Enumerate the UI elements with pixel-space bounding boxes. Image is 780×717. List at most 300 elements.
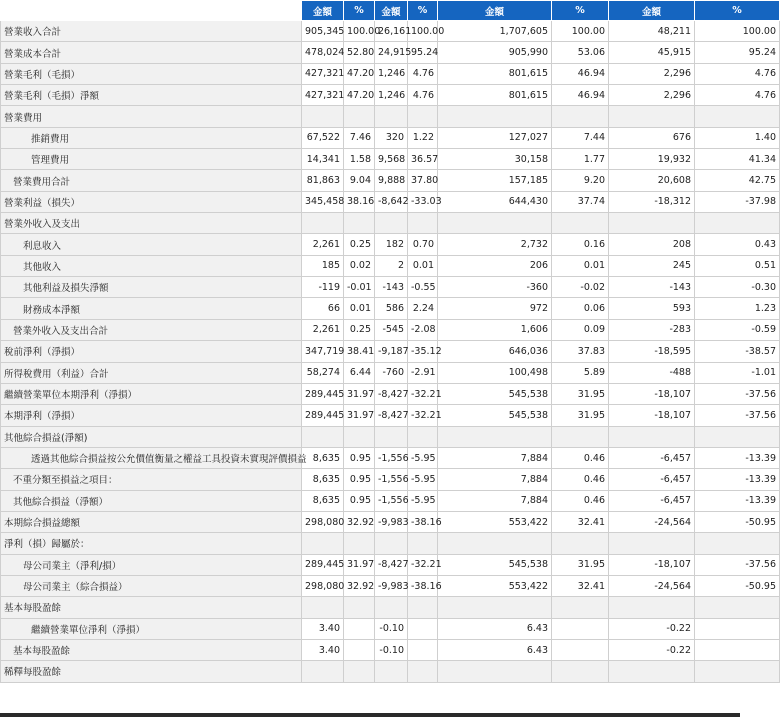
cell-value xyxy=(302,533,344,554)
table-row xyxy=(1,42,780,63)
bottom-scrollbar-strip xyxy=(0,713,740,717)
cell-value xyxy=(375,597,408,618)
cell-value: 81,863 xyxy=(302,170,344,191)
row-label: 管理費用 xyxy=(1,149,302,170)
cell-value: 6.43 xyxy=(438,639,552,660)
cell-value: 52.80 xyxy=(344,42,375,63)
cell-value: 206 xyxy=(438,255,552,276)
cell-value: 182 xyxy=(375,234,408,255)
cell-value: 4.76 xyxy=(695,85,780,106)
cell-value: -5.95 xyxy=(408,447,438,468)
row-label: 營業毛利（毛損） xyxy=(1,63,302,84)
cell-value: 14,341 xyxy=(302,149,344,170)
cell-value: 3.40 xyxy=(302,618,344,639)
cell-value: 7,884 xyxy=(438,447,552,468)
cell-value: -0.02 xyxy=(552,277,609,298)
cell-value xyxy=(695,661,780,682)
cell-value xyxy=(609,426,695,447)
cell-value xyxy=(552,106,609,127)
cell-value xyxy=(344,426,375,447)
row-label: 繼續營業單位淨利（淨損） xyxy=(1,618,302,639)
cell-value: 185 xyxy=(302,255,344,276)
cell-value: 58,274 xyxy=(302,362,344,383)
cell-value: 9,888 xyxy=(375,170,408,191)
cell-value: -35.12 xyxy=(408,341,438,362)
cell-value: -2.91 xyxy=(408,362,438,383)
cell-value: -18,107 xyxy=(609,405,695,426)
cell-value: 38.16 xyxy=(344,191,375,212)
cell-value: 127,027 xyxy=(438,127,552,148)
cell-value: 9.20 xyxy=(552,170,609,191)
cell-value: -32.21 xyxy=(408,383,438,404)
cell-value: 1.22 xyxy=(408,127,438,148)
cell-value: -2.08 xyxy=(408,319,438,340)
cell-value: 95.24 xyxy=(408,42,438,63)
cell-value: 31.95 xyxy=(552,554,609,575)
cell-value: 19,932 xyxy=(609,149,695,170)
cell-value: -24,564 xyxy=(609,511,695,532)
col-header: % xyxy=(344,1,375,21)
cell-value: 48,211 xyxy=(609,21,695,42)
cell-value: 972 xyxy=(438,298,552,319)
row-label: 所得稅費用（利益）合計 xyxy=(1,362,302,383)
cell-value: -9,983 xyxy=(375,575,408,596)
cell-value: -13.39 xyxy=(695,490,780,511)
cell-value xyxy=(375,106,408,127)
cell-value xyxy=(438,106,552,127)
cell-value: 2 xyxy=(375,255,408,276)
cell-value: -6,457 xyxy=(609,490,695,511)
cell-value xyxy=(552,597,609,618)
header-row xyxy=(1,1,780,21)
cell-value: 7,884 xyxy=(438,490,552,511)
cell-value: 553,422 xyxy=(438,575,552,596)
cell-value: 53.06 xyxy=(552,42,609,63)
cell-value: -0.59 xyxy=(695,319,780,340)
cell-value: -18,107 xyxy=(609,383,695,404)
cell-value: -0.30 xyxy=(695,277,780,298)
cell-value: 644,430 xyxy=(438,191,552,212)
cell-value: 2,732 xyxy=(438,234,552,255)
cell-value: 2,261 xyxy=(302,234,344,255)
row-label: 營業費用 xyxy=(1,106,302,127)
cell-value: -18,107 xyxy=(609,554,695,575)
col-header: 金額 xyxy=(375,1,408,21)
cell-value xyxy=(302,106,344,127)
cell-value xyxy=(408,213,438,234)
table-row xyxy=(1,191,780,212)
cell-value: 427,321 xyxy=(302,85,344,106)
table-row xyxy=(1,21,780,42)
cell-value: -50.95 xyxy=(695,511,780,532)
row-label: 本期淨利（淨損） xyxy=(1,405,302,426)
cell-value: 42.75 xyxy=(695,170,780,191)
cell-value xyxy=(408,426,438,447)
cell-value: 801,615 xyxy=(438,85,552,106)
cell-value: 320 xyxy=(375,127,408,148)
cell-value: 4.76 xyxy=(408,85,438,106)
cell-value: -360 xyxy=(438,277,552,298)
col-header: % xyxy=(552,1,609,21)
cell-value xyxy=(695,618,780,639)
cell-value: 9.04 xyxy=(344,170,375,191)
col-header: 金額 xyxy=(438,1,552,21)
cell-value: 427,321 xyxy=(302,63,344,84)
cell-value: 0.09 xyxy=(552,319,609,340)
cell-value: -24,564 xyxy=(609,575,695,596)
cell-value: 298,080 xyxy=(302,575,344,596)
row-label: 其他綜合損益（淨額） xyxy=(1,490,302,511)
cell-value: -8,427 xyxy=(375,383,408,404)
cell-value xyxy=(344,106,375,127)
cell-value: -0.01 xyxy=(344,277,375,298)
table-row xyxy=(1,255,780,276)
table-row xyxy=(1,575,780,596)
row-label: 營業費用合計 xyxy=(1,170,302,191)
cell-value: -0.22 xyxy=(609,618,695,639)
cell-value: 7,884 xyxy=(438,469,552,490)
cell-value xyxy=(609,533,695,554)
cell-value xyxy=(695,639,780,660)
cell-value: 0.25 xyxy=(344,319,375,340)
table-row xyxy=(1,298,780,319)
row-label: 營業成本合計 xyxy=(1,42,302,63)
cell-value: 31.97 xyxy=(344,383,375,404)
cell-value: 478,024 xyxy=(302,42,344,63)
cell-value: 298,080 xyxy=(302,511,344,532)
table-row xyxy=(1,170,780,191)
cell-value: 37.74 xyxy=(552,191,609,212)
cell-value xyxy=(695,106,780,127)
table-row xyxy=(1,383,780,404)
table-row xyxy=(1,362,780,383)
cell-value: 0.70 xyxy=(408,234,438,255)
section-row xyxy=(1,597,780,618)
cell-value: 6.43 xyxy=(438,618,552,639)
cell-value: -18,312 xyxy=(609,191,695,212)
cell-value: -119 xyxy=(302,277,344,298)
cell-value: -760 xyxy=(375,362,408,383)
cell-value: 1,707,605 xyxy=(438,21,552,42)
cell-value: 0.46 xyxy=(552,469,609,490)
cell-value: -1,556 xyxy=(375,469,408,490)
cell-value: -488 xyxy=(609,362,695,383)
cell-value: -6,457 xyxy=(609,469,695,490)
table-row xyxy=(1,554,780,575)
col-header: 金額 xyxy=(302,1,344,21)
cell-value: -6,457 xyxy=(609,447,695,468)
table-row xyxy=(1,405,780,426)
cell-value: 0.46 xyxy=(552,447,609,468)
cell-value: 31.97 xyxy=(344,554,375,575)
row-label: 營業收入合計 xyxy=(1,21,302,42)
row-label: 其他利益及損失淨額 xyxy=(1,277,302,298)
cell-value: 0.01 xyxy=(344,298,375,319)
cell-value xyxy=(408,106,438,127)
cell-value: 289,445 xyxy=(302,383,344,404)
cell-value: 1.58 xyxy=(344,149,375,170)
cell-value: 0.95 xyxy=(344,447,375,468)
table-row xyxy=(1,319,780,340)
cell-value: -1,556 xyxy=(375,490,408,511)
cell-value xyxy=(344,213,375,234)
cell-value: 8,635 xyxy=(302,469,344,490)
cell-value: 4.76 xyxy=(695,63,780,84)
cell-value xyxy=(438,213,552,234)
cell-value: 1,246 xyxy=(375,63,408,84)
cell-value: -8,642 xyxy=(375,191,408,212)
cell-value: 801,615 xyxy=(438,63,552,84)
cell-value: 32.41 xyxy=(552,575,609,596)
cell-value: 1.23 xyxy=(695,298,780,319)
cell-value xyxy=(552,213,609,234)
cell-value: 100,498 xyxy=(438,362,552,383)
cell-value: -37.56 xyxy=(695,554,780,575)
row-label: 基本每股盈餘 xyxy=(1,639,302,660)
row-label: 母公司業主（淨利/損） xyxy=(1,554,302,575)
cell-value: 8,635 xyxy=(302,490,344,511)
cell-value: 157,185 xyxy=(438,170,552,191)
cell-value: 0.01 xyxy=(408,255,438,276)
cell-value: -32.21 xyxy=(408,405,438,426)
table-row xyxy=(1,469,780,490)
row-label: 其他綜合損益(淨額) xyxy=(1,426,302,447)
cell-value: 1,606 xyxy=(438,319,552,340)
cell-value: 30,158 xyxy=(438,149,552,170)
section-row xyxy=(1,661,780,682)
row-label: 母公司業主（綜合損益） xyxy=(1,575,302,596)
cell-value: -283 xyxy=(609,319,695,340)
row-label: 利息收入 xyxy=(1,234,302,255)
cell-value: -5.95 xyxy=(408,469,438,490)
cell-value: 47.20 xyxy=(344,63,375,84)
cell-value: -38.16 xyxy=(408,575,438,596)
cell-value: 0.43 xyxy=(695,234,780,255)
cell-value xyxy=(344,533,375,554)
cell-value: 676 xyxy=(609,127,695,148)
cell-value: 646,036 xyxy=(438,341,552,362)
cell-value: 46.94 xyxy=(552,85,609,106)
row-label: 淨利（損）歸屬於： xyxy=(1,533,302,554)
row-label: 營業毛利（毛損）淨額 xyxy=(1,85,302,106)
cell-value: 31.95 xyxy=(552,405,609,426)
cell-value: -1.01 xyxy=(695,362,780,383)
section-row xyxy=(1,213,780,234)
cell-value: 2,296 xyxy=(609,63,695,84)
cell-value: 289,445 xyxy=(302,554,344,575)
row-label: 稅前淨利（淨損） xyxy=(1,341,302,362)
cell-value: 5.89 xyxy=(552,362,609,383)
cell-value: -0.22 xyxy=(609,639,695,660)
cell-value: 1,246 xyxy=(375,85,408,106)
cell-value: 6.44 xyxy=(344,362,375,383)
cell-value xyxy=(552,618,609,639)
cell-value xyxy=(438,661,552,682)
cell-value xyxy=(609,597,695,618)
cell-value: 47.20 xyxy=(344,85,375,106)
cell-value: 95.24 xyxy=(695,42,780,63)
cell-value xyxy=(695,426,780,447)
cell-value: 245 xyxy=(609,255,695,276)
cell-value: -545 xyxy=(375,319,408,340)
table-body xyxy=(1,21,780,683)
cell-value: -8,427 xyxy=(375,405,408,426)
cell-value xyxy=(408,639,438,660)
cell-value xyxy=(375,533,408,554)
section-row xyxy=(1,533,780,554)
cell-value: 32.92 xyxy=(344,511,375,532)
cell-value: 0.51 xyxy=(695,255,780,276)
cell-value: 45,915 xyxy=(609,42,695,63)
cell-value: 41.34 xyxy=(695,149,780,170)
cell-value: -1,556 xyxy=(375,447,408,468)
cell-value: 3.40 xyxy=(302,639,344,660)
cell-value: -18,595 xyxy=(609,341,695,362)
row-label: 透過其他綜合損益按公允價值衡量之權益工具投資未實現評價損益 xyxy=(1,447,302,468)
row-label: 基本每股盈餘 xyxy=(1,597,302,618)
cell-value: -33.03 xyxy=(408,191,438,212)
cell-value xyxy=(438,533,552,554)
row-label: 推銷費用 xyxy=(1,127,302,148)
cell-value: 32.41 xyxy=(552,511,609,532)
cell-value: -50.95 xyxy=(695,575,780,596)
cell-value: 545,538 xyxy=(438,405,552,426)
row-label: 其他收入 xyxy=(1,255,302,276)
cell-value: 24,915 xyxy=(375,42,408,63)
row-label: 不重分類至損益之項目： xyxy=(1,469,302,490)
cell-value xyxy=(695,213,780,234)
table-row xyxy=(1,511,780,532)
cell-value: -143 xyxy=(609,277,695,298)
row-label: 繼續營業單位本期淨利（淨損） xyxy=(1,383,302,404)
table-row xyxy=(1,490,780,511)
cell-value: 31.95 xyxy=(552,383,609,404)
cell-value: -13.39 xyxy=(695,447,780,468)
cell-value xyxy=(408,533,438,554)
cell-value: 2,261 xyxy=(302,319,344,340)
row-label: 營業利益（損失） xyxy=(1,191,302,212)
cell-value: 0.95 xyxy=(344,469,375,490)
cell-value: 7.46 xyxy=(344,127,375,148)
cell-value xyxy=(408,661,438,682)
table-row xyxy=(1,127,780,148)
row-label: 營業外收入及支出合計 xyxy=(1,319,302,340)
cell-value: -32.21 xyxy=(408,554,438,575)
cell-value: 905,990 xyxy=(438,42,552,63)
cell-value: 2,296 xyxy=(609,85,695,106)
cell-value: 2.24 xyxy=(408,298,438,319)
cell-value: 36.57 xyxy=(408,149,438,170)
cell-value xyxy=(408,597,438,618)
cell-value: -143 xyxy=(375,277,408,298)
section-row xyxy=(1,426,780,447)
cell-value: 31.97 xyxy=(344,405,375,426)
row-label: 財務成本淨額 xyxy=(1,298,302,319)
cell-value xyxy=(344,618,375,639)
cell-value xyxy=(302,426,344,447)
cell-value xyxy=(609,213,695,234)
cell-value xyxy=(438,597,552,618)
cell-value xyxy=(552,639,609,660)
cell-value: 8,635 xyxy=(302,447,344,468)
cell-value xyxy=(375,661,408,682)
cell-value: 0.02 xyxy=(344,255,375,276)
cell-value: 0.25 xyxy=(344,234,375,255)
table-row xyxy=(1,447,780,468)
cell-value xyxy=(609,661,695,682)
cell-value xyxy=(344,639,375,660)
cell-value: 0.95 xyxy=(344,490,375,511)
cell-value: 1.40 xyxy=(695,127,780,148)
cell-value xyxy=(302,597,344,618)
cell-value: 0.46 xyxy=(552,490,609,511)
cell-value: -37.56 xyxy=(695,383,780,404)
cell-value: 208 xyxy=(609,234,695,255)
cell-value: 4.76 xyxy=(408,63,438,84)
cell-value xyxy=(695,533,780,554)
cell-value: 100.00 xyxy=(695,21,780,42)
cell-value: 593 xyxy=(609,298,695,319)
table-row xyxy=(1,234,780,255)
row-label: 本期綜合損益總額 xyxy=(1,511,302,532)
cell-value xyxy=(302,213,344,234)
cell-value: 26,161 xyxy=(375,21,408,42)
cell-value xyxy=(302,661,344,682)
cell-value: -37.98 xyxy=(695,191,780,212)
cell-value: -9,187 xyxy=(375,341,408,362)
cell-value: -38.57 xyxy=(695,341,780,362)
cell-value: 905,345 xyxy=(302,21,344,42)
cell-value xyxy=(552,426,609,447)
cell-value xyxy=(344,597,375,618)
cell-value: 100.00 xyxy=(408,21,438,42)
cell-value xyxy=(695,597,780,618)
cell-value xyxy=(552,661,609,682)
table-row xyxy=(1,341,780,362)
cell-value: 586 xyxy=(375,298,408,319)
cell-value: -8,427 xyxy=(375,554,408,575)
cell-value: 1.77 xyxy=(552,149,609,170)
cell-value xyxy=(375,213,408,234)
cell-value: 347,719 xyxy=(302,341,344,362)
col-header: % xyxy=(695,1,780,21)
cell-value xyxy=(609,106,695,127)
cell-value: -0.55 xyxy=(408,277,438,298)
cell-value: 7.44 xyxy=(552,127,609,148)
col-header: 金額 xyxy=(609,1,695,21)
row-label: 稀釋每股盈餘 xyxy=(1,661,302,682)
cell-value: -0.10 xyxy=(375,639,408,660)
section-row xyxy=(1,106,780,127)
cell-value: 66 xyxy=(302,298,344,319)
cell-value: -13.39 xyxy=(695,469,780,490)
cell-value: 289,445 xyxy=(302,405,344,426)
table-row xyxy=(1,618,780,639)
cell-value: -9,983 xyxy=(375,511,408,532)
table-row xyxy=(1,63,780,84)
cell-value: 37.80 xyxy=(408,170,438,191)
table-row xyxy=(1,149,780,170)
cell-value: 46.94 xyxy=(552,63,609,84)
cell-value: 0.01 xyxy=(552,255,609,276)
cell-value: -5.95 xyxy=(408,490,438,511)
cell-value: 345,458 xyxy=(302,191,344,212)
cell-value xyxy=(375,426,408,447)
cell-value: 553,422 xyxy=(438,511,552,532)
cell-value: 545,538 xyxy=(438,383,552,404)
cell-value: 100.00 xyxy=(344,21,375,42)
cell-value xyxy=(552,533,609,554)
